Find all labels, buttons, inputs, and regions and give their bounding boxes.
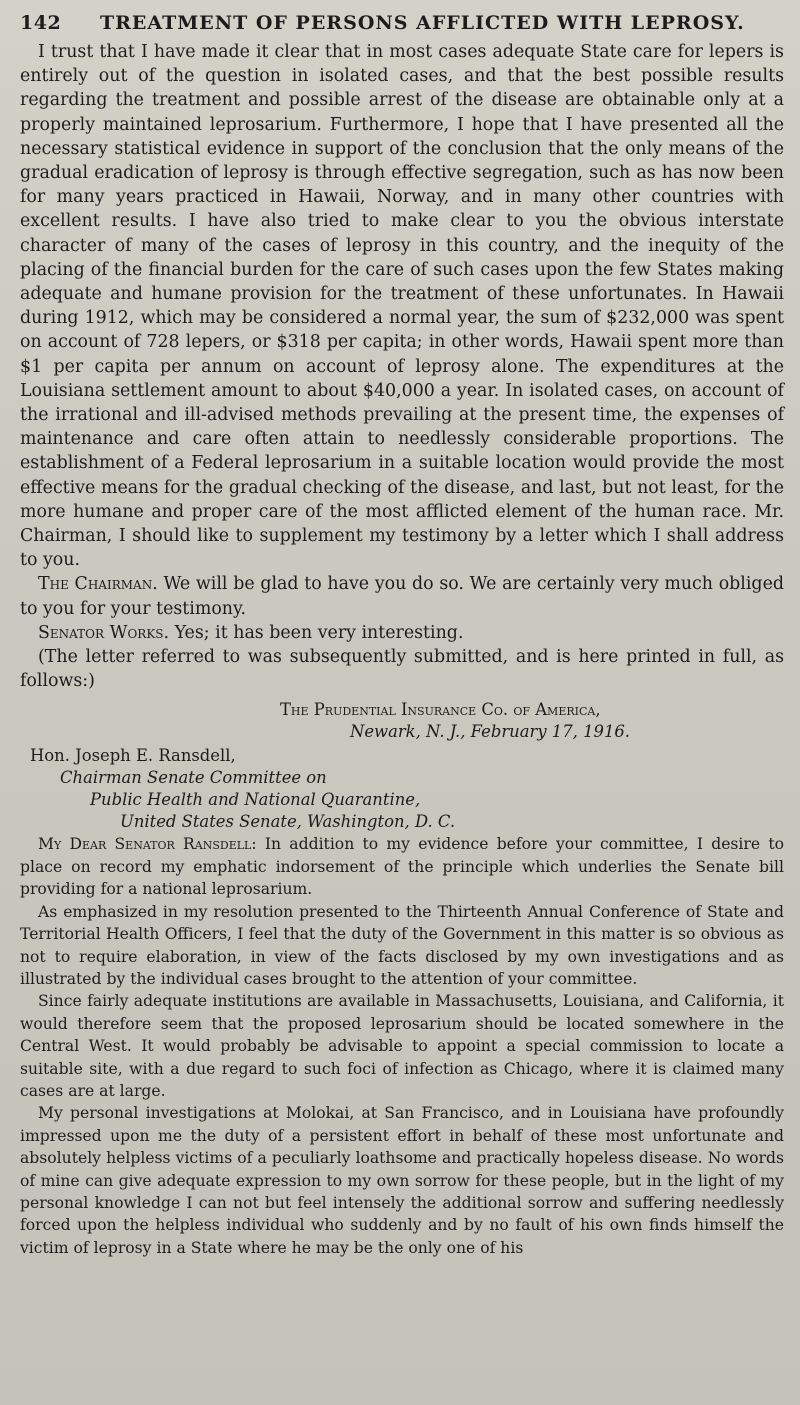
chairman-text: We will be glad to have you do so. We are certainly very much obliged to you for your testimony. [20, 574, 784, 619]
letter-paragraph-1-text: In addition to my evidence before your committee, I desire to place on record my emphatic indorsement of the principle which underlies the Senate bill providing for a national leprosarium. [20, 835, 785, 899]
letter-paragraph [20, 833, 784, 900]
chairman-remark [20, 572, 784, 620]
letterhead-place-date: Newark, N. J., February 17, 1916. [350, 722, 631, 742]
inside-address [20, 745, 784, 833]
chairman-speaker: The Chairman. [38, 574, 158, 595]
addressee-line-3: Public Health and National Quarantine, [90, 790, 421, 810]
letterhead-company: The Prudential Insurance Co. of America, [280, 700, 601, 720]
running-title: TREATMENT OF PERSONS AFFLICTED WITH LEPROSY. [100, 12, 745, 34]
letter-paragraph: Since fairly adequate institutions are available in Massachusetts, Louisiana, and California, it would therefore seem that the proposed leprosarium should be located somewhere in the Central West. It would probably be advisable to appoint a special commission to locate a suitable site, with a due regard to such foci of infection as Chicago, where it is claimed many cases are at large. [20, 992, 784, 1100]
addressee-name: Hon. Joseph E. Ransdell, [30, 746, 236, 766]
addressee-line-4: United States Senate, Washington, D. C. [120, 812, 456, 832]
works-speaker: Senator Works. [38, 622, 170, 643]
testimony-paragraph: I trust that I have made it clear that in most cases adequate State care for lepers is entirely out of the question in isolated cases, and that the best possible results regarding the treatment and possible arrest of the disease are obtainable only at a properly maintained leprosarium. Furthermore, I hope that I have presented all the necessary statistical evidence in support of the conclusion that the only means of the gradual eradication of leprosy is through effective segregation, such as has now been for many years practiced in Hawaii, Norway, and in many other countries with excellent results. I have also tried to make clear to you the obvious interstate character of many of the cases of leprosy in this country, and the inequity of the placing of the financial burden for the care of such cases upon the few States making adequate and humane provision for the treatment of these unfortunates. In Hawaii during 1912, which may be considered a normal year, the sum of $232,000 was spent on account of 728 lepers, or $318 per capita; in other words, Hawaii spent more than $1 per capita per annum on account of leprosy alone. The expenditures at the Louisiana settlement amount to about $40,000 a year. In isolated cases, on account of the irrational and ill-advised methods prevailing at the present time, the expenses of maintenance and care often attain to needlessly considerable proportions. The establishment of a Federal leprosarium in a suitable location would provide the most effective means for the gradual checking of the disease, and last, but not least, for the more humane and proper care of the most afflicted element of the human race. Mr. Chairman, I should like to supplement my testimony by a letter which I shall address to you. [20, 42, 784, 571]
addressee-line-2: Chairman Senate Committee on [60, 768, 327, 788]
page-number: 142 [20, 12, 62, 34]
senator-works-remark [20, 621, 784, 645]
editorial-note: (The letter referred to was subsequently submitted, and is here printed in full, as follows:) [20, 647, 784, 692]
salutation: My Dear Senator Ransdell: [38, 835, 257, 854]
letterhead [20, 699, 784, 743]
works-text: Yes; it has been very interesting. [169, 622, 464, 643]
letter-paragraph: As emphasized in my resolution presented to the Thirteenth Annual Conference of State and Territorial Health Officers, I feel that the duty of the Government in this matter is so obvious as not to require elaboration, in view of the facts disclosed by my own investigations and as illustrated by the individual cases brought to the attention of your committee. [20, 902, 784, 988]
running-head [20, 12, 784, 34]
letter-paragraph: My personal investigations at Molokai, at San Francisco, and in Louisiana have profoundly impressed upon me the duty of a persistent effort in behalf of these most unfortunate and absolutely helpless victims of a peculiarly loathsome and practically hopeless disease. No words of mine can give adequate expression to my own sorrow for these people, but in the light of my personal knowledge I can not but feel intensely the additional sorrow and suffering needlessly forced upon the helpless individual who suddenly and by no fault of his own finds himself the victim of leprosy in a State where he may be the only one of his [20, 1104, 784, 1257]
